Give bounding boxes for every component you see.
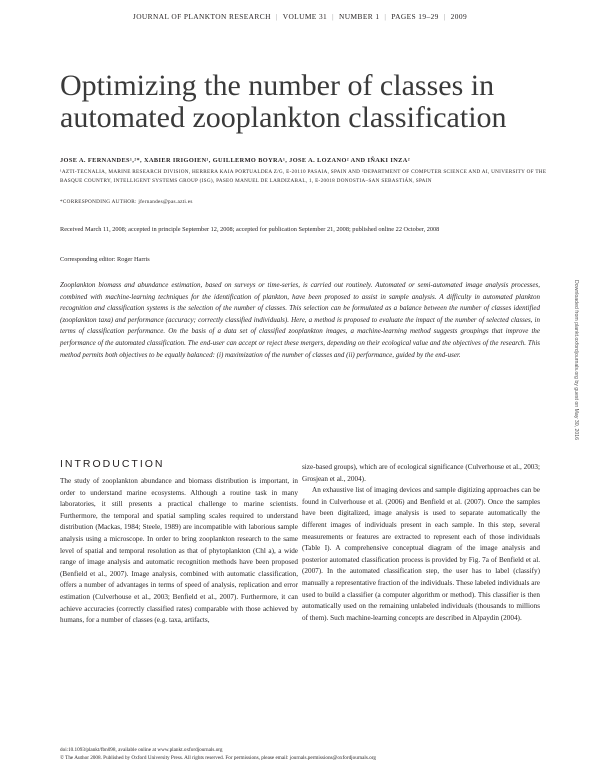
paragraph: The study of zooplankton abundance and biomass distribution is important, in order to understand marine ecosystems. Although a routine task in many laboratories, it still presents a practical challenge to marine scientists. Furthermore, the temporal and spatial sampling scales required to understand distribution (Mackas, 1984; Steele, 1989) are incompatible with laborious sample analysis using a microscope. In order to bring zooplankton research to the same level of spatial and temporal resolution as that of phytoplankton (Chl a), a wide range of image analysis and automatic recognition methods have been proposed (Benfield et al., 2007). Image analysis, combined with automatic classification, offers a number of advantages in terms of speed of analysis, replication and error estimation (Culverhouse et al., 2003; Benfield et al., 2007). Furthermore, it can achieve accuracies (correctly classified rates) comparable with those achieved by humans, for a number of classes (e.g. taxa, artifacts,	[60, 477, 298, 625]
download-sidenote	[570, 280, 580, 500]
article-footer	[60, 747, 540, 762]
section-heading: INTRODUCTION	[60, 458, 165, 470]
sidenote-text: Downloaded from plankt.oxfordjournals.org by guest on May 30, 2016	[573, 280, 579, 441]
year: 2009	[450, 12, 468, 21]
paragraph: An exhaustive list of imaging devices and sample digitizing approaches can be found in Culverhouse et al. (2006) and Benfield et al. (2007). Once the samples have been digitalized, image analysis is used to separate automatically the different images of individuals present in each sample. In this step, several measurements or features are extracted to represent each of those individuals (Table I). A comprehensive conceptual diagram of the image analysis and posterior automated classification process is provided by Fig. 7a of Benfield et al. (2007). In the automated classification step, the user has to label (classify) manually a representative fraction of the individuals. These labeled individuals are used to build a classifier (a computer algorithm or method). This classifier is then automatically used on the remaining unlabeled individuals (thousands to millions of them). Such machine-learning concepts are described in Alpaydin (2004).	[302, 486, 540, 622]
running-head: JOURNAL OF PLANKTON RESEARCH | VOLUME 31 | NUMBER 1 | PAGES 19–29 | 2009	[132, 12, 468, 21]
paragraph: size-based groups), which are of ecological significance (Culverhouse et al., 2003; Grosjean et al., 2004).	[302, 463, 540, 483]
abstract: Zooplankton biomass and abundance estimation, based on surveys or time-series, is carried out routinely. Automated or semi-automated image analysis processes, combined with machine-learning techniques for the identification of plankton, have been proposed to assist in sample analysis. A difficulty in automated plankton recognition and classification systems is the selection of the number of classes. This selection can be formulated as a balance between the number of classes identified (zooplankton taxa) and performance (accuracy; correctly classified individuals). Here, a method is proposed to evaluate the impact of the number of selected classes, in terms of classification performance. On the basis of a data set of classified zooplankton images, a machine-learning method suggests groupings that improve the performance of the automated classification. The end-user can accept or reject these mergers, depending on their ecological value and the objectives of the research. This method permits both objectives to be equally balanced: (i) maximization of the number of classes and (ii) performance, guided by the end-user.	[60, 281, 540, 359]
page-range: PAGES 19–29	[391, 12, 439, 21]
volume: VOLUME 31	[282, 12, 328, 21]
body-column-right	[302, 462, 540, 624]
doi-line: doi:10.1093/plankt/fbn098, available online at www.plankt.oxfordjournals.org	[60, 747, 223, 753]
copyright-line: © The Author 2008. Published by Oxford University Press. All rights reserved. For permissions, please email: journals.permissions@oxfordjournals.org	[60, 754, 376, 761]
article-title: Optimizing the number of classes in automated zooplankton classification	[60, 69, 507, 134]
corresponding-editor: Corresponding editor: Roger Harris	[60, 256, 150, 263]
affiliations: ¹AZTI-TECNALIA, MARINE RESEARCH DIVISION, HERRERA KAIA PORTUALDEA Z/G, E-20110 PASAIA, SPAIN AND ²DEPARTMENT OF COMPUTER SCIENCE AND AI, UNIVERSITY OF THE BASQUE COUNTRY, INTELLIGENT SYSTEMS GROUP (ISG), PASEO MANUEL DE LARDIZABAL, 1, E-20018 DONOSTIA–SAN SEBASTIÁN, SPAIN	[60, 169, 547, 184]
author-list: JOSE A. FERNANDES¹,²*, XABIER IRIGOIEN¹, GUILLERMO BOYRA¹, JOSE A. LOZANO² AND IÑAKI INZA²	[60, 157, 410, 164]
journal-name: JOURNAL OF PLANKTON RESEARCH	[132, 12, 271, 21]
issue-number: NUMBER 1	[339, 12, 380, 21]
body-column-left	[60, 476, 298, 627]
publication-dates: Received March 11, 2008; accepted in principle September 12, 2008; accepted for publication September 21, 2008; published online 22 October, 2008	[60, 226, 440, 233]
corresponding-author: *CORRESPONDING AUTHOR: jfernandes@pas.azti.es	[60, 199, 193, 205]
